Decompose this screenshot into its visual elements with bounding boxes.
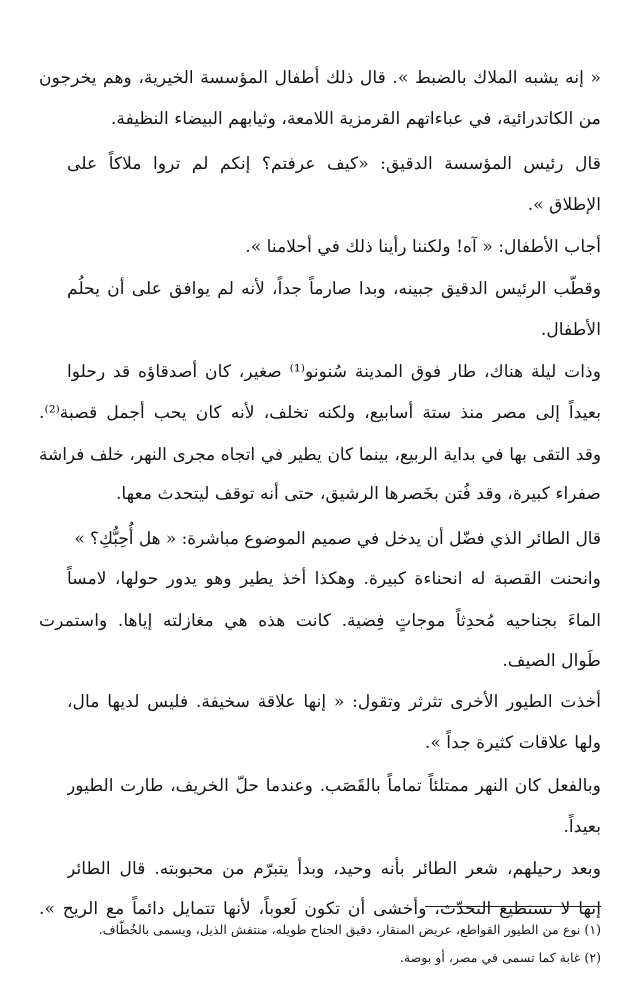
- text-line: أخذت الطيور الأخرى تثرثر وتقول: « إنها علاقة سخيفة. فليس لديها مال،: [67, 692, 601, 712]
- text-line: وانحنت القصبة له انحناءة كبيرة. وهكذا أخذ يطير وهو يدور حولها، لامساً: [67, 569, 601, 589]
- text-line: طَوال الصيف.: [502, 651, 601, 671]
- text-line: وذات ليلة هناك، طار فوق المدينة سُنونو⁽¹⁾ صغير، كان أصدقاؤه قد رحلوا: [67, 362, 601, 382]
- text-line: وقد التقى بها في بداية الربيع، بينما كان يطير في اتجاه مجرى النهر، خلف فراشة: [39, 444, 601, 464]
- footnote-1: (١) نوع من الطيور القواطع، عريض المنقار، دقيق الجناح طويله، منتفش الذيل، ويسمى بالخُطّاف.: [98, 922, 601, 937]
- text-line: إنها لا تستطيع التحدّث، وأخشى أن تكون لَعوباً، لأنها تتمايل دائماً مع الريح ».: [39, 899, 601, 919]
- text-line: الأطفال.: [540, 320, 601, 340]
- footnote-2: (٢) غابة كما تسمى في مصر، أو بوصة.: [399, 950, 601, 965]
- text-line: صفراء كبيرة، وقد فُتن بخَصرها الرشيق، حتى أنه توقف ليتحدث معها.: [115, 484, 601, 504]
- text-line: وقطّب الرئيس الدقيق جبينه، وبدا صارماً جداً، لأنه لم يوافق على أن يحلُم: [67, 279, 601, 299]
- text-line: قال الطائر الذي فضّل أن يدخل في صميم الموضوع مباشرة: « هل أُحِبُّكِ؟ »: [74, 528, 601, 548]
- text-line: وبالفعل كان النهر ممتلئاً تماماً بالقَصَب. وعندما حلّ الخريف، طارت الطيور: [67, 776, 601, 796]
- text-line: بعيداً.: [563, 817, 601, 837]
- text-line: أجاب الأطفال: « آه! ولكننا رأينا ذلك في أحلامنا ».: [245, 237, 601, 257]
- footnote-divider: [425, 906, 601, 907]
- text-line: من الكاتدرائية، في عباءاتهم القرمزية اللامعة، وثيابهم البيضاء النظيفة.: [110, 109, 601, 129]
- text-line: « إنه يشبه الملاك بالضبط ». قال ذلك أطفال المؤسسة الخيرية، وهم يخرجون: [39, 68, 601, 88]
- text-line: الماءَ بجناحيه مُحدِثاً موجاتٍ فِضية. كانت هذه هي مغازلته إياها. واستمرت: [39, 611, 601, 631]
- text-line: قال رئيس المؤسسة الدقيق: «كيف عرفتم؟ إنكم لم تروا ملاكاً على: [67, 154, 601, 174]
- text-line: وبعد رحيلهم، شعر الطائر بأنه وحيد، وبدأ يتبرّم من محبوبته. قال الطائر: [67, 859, 601, 879]
- text-line: ولها علاقات كثيرة جداً ».: [424, 733, 601, 753]
- text-line: بعيداً إلى مصر منذ ستة أسابيع، ولكنه تخلف، لأنه كان يحب أجمل قصبة⁽²⁾.: [39, 403, 601, 423]
- text-line: الإطلاق ».: [527, 195, 601, 215]
